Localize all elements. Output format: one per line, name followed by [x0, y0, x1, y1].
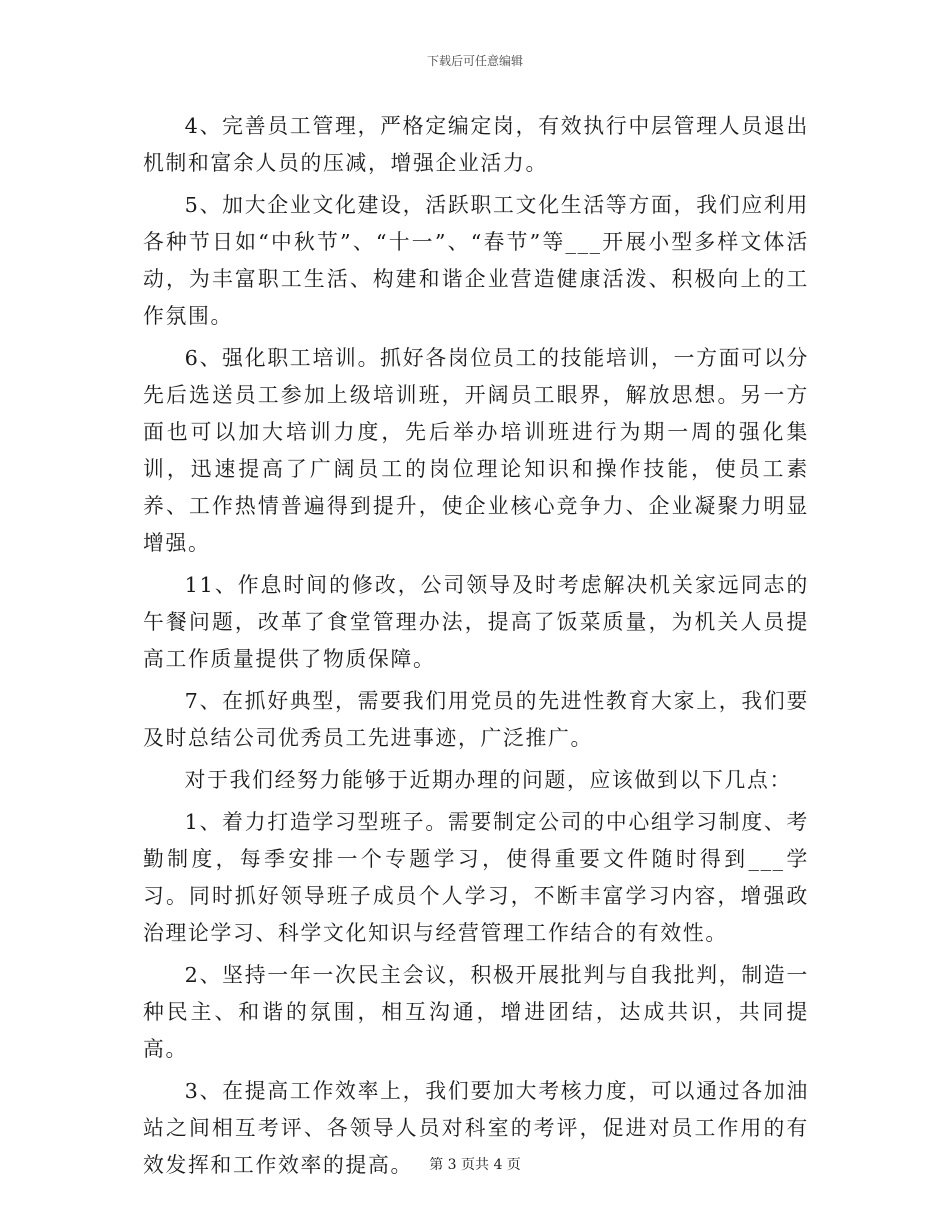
paragraph-item-4: 4、完善员工管理，严格定编定岗，有效执行中层管理人员退出机制和富余人员的压减，增强企业活力。: [143, 114, 809, 175]
paragraph-item-11: 11、作息时间的修改，公司领导及时考虑解决机关家远同志的午餐问题，改革了食堂管理办法，提高了饭菜质量，为机关人员提高工作质量提供了物质保障。: [143, 573, 809, 671]
document-body: [143, 108, 809, 1189]
paragraph-item-7: 7、在抓好典型，需要我们用党员的先进性教育大家上，我们要及时总结公司优秀员工先进事迹，广泛推广。: [143, 689, 809, 750]
paragraph-point-2: 2、坚持一年一次民主会议，积极开展批判与自我批判，制造一种民主、和谐的氛围，相互沟通，增进团结，达成共识，共同提高。: [143, 963, 809, 1061]
paragraph-intro: 对于我们经努力能够于近期办理的问题，应该做到以下几点：: [184, 768, 793, 792]
paragraph-item-5: 5、加大企业文化建设，活跃职工文化生活等方面，我们应利用各种节日如“中秋节”、“十一”、“春节”等___开展小型多样文体活动，为丰富职工生活、构建和谐企业营造健康活泼、积极向上的工作氛围。: [143, 193, 809, 328]
paragraph-point-1: 1、着力打造学习型班子。需要制定公司的中心组学习制度、考勤制度，每季安排一个专题学习，使得重要文件随时得到___学习。同时抓好领导班子成员个人学习，不断丰富学习内容，增强政治理论学习、科学文化知识与经营管理工作结合的有效性。: [143, 810, 809, 945]
page-number: 第 3 页共 4 页: [429, 1157, 521, 1173]
paragraph-point-3: 3、在提高工作效率上，我们要加大考核力度，可以通过各加油站之间相互考评、各领导人员对科室的考评，促进对员工作用的有效发挥和工作效率的提高。: [143, 1079, 809, 1177]
paragraph-item-6: 6、强化职工培训。抓好各岗位员工的技能培训，一方面可以分先后选送员工参加上级培训班，开阔员工眼界，解放思想。另一方面也可以加大培训力度，先后举办培训班进行为期一周的强化集训，迅速提高了广阔员工的岗位理论知识和操作技能，使员工素养、工作热情普遍得到提升，使企业核心竞争力、企业凝聚力明显增强。: [143, 346, 809, 555]
page-header: 下载后可任意编辑: [426, 54, 523, 68]
